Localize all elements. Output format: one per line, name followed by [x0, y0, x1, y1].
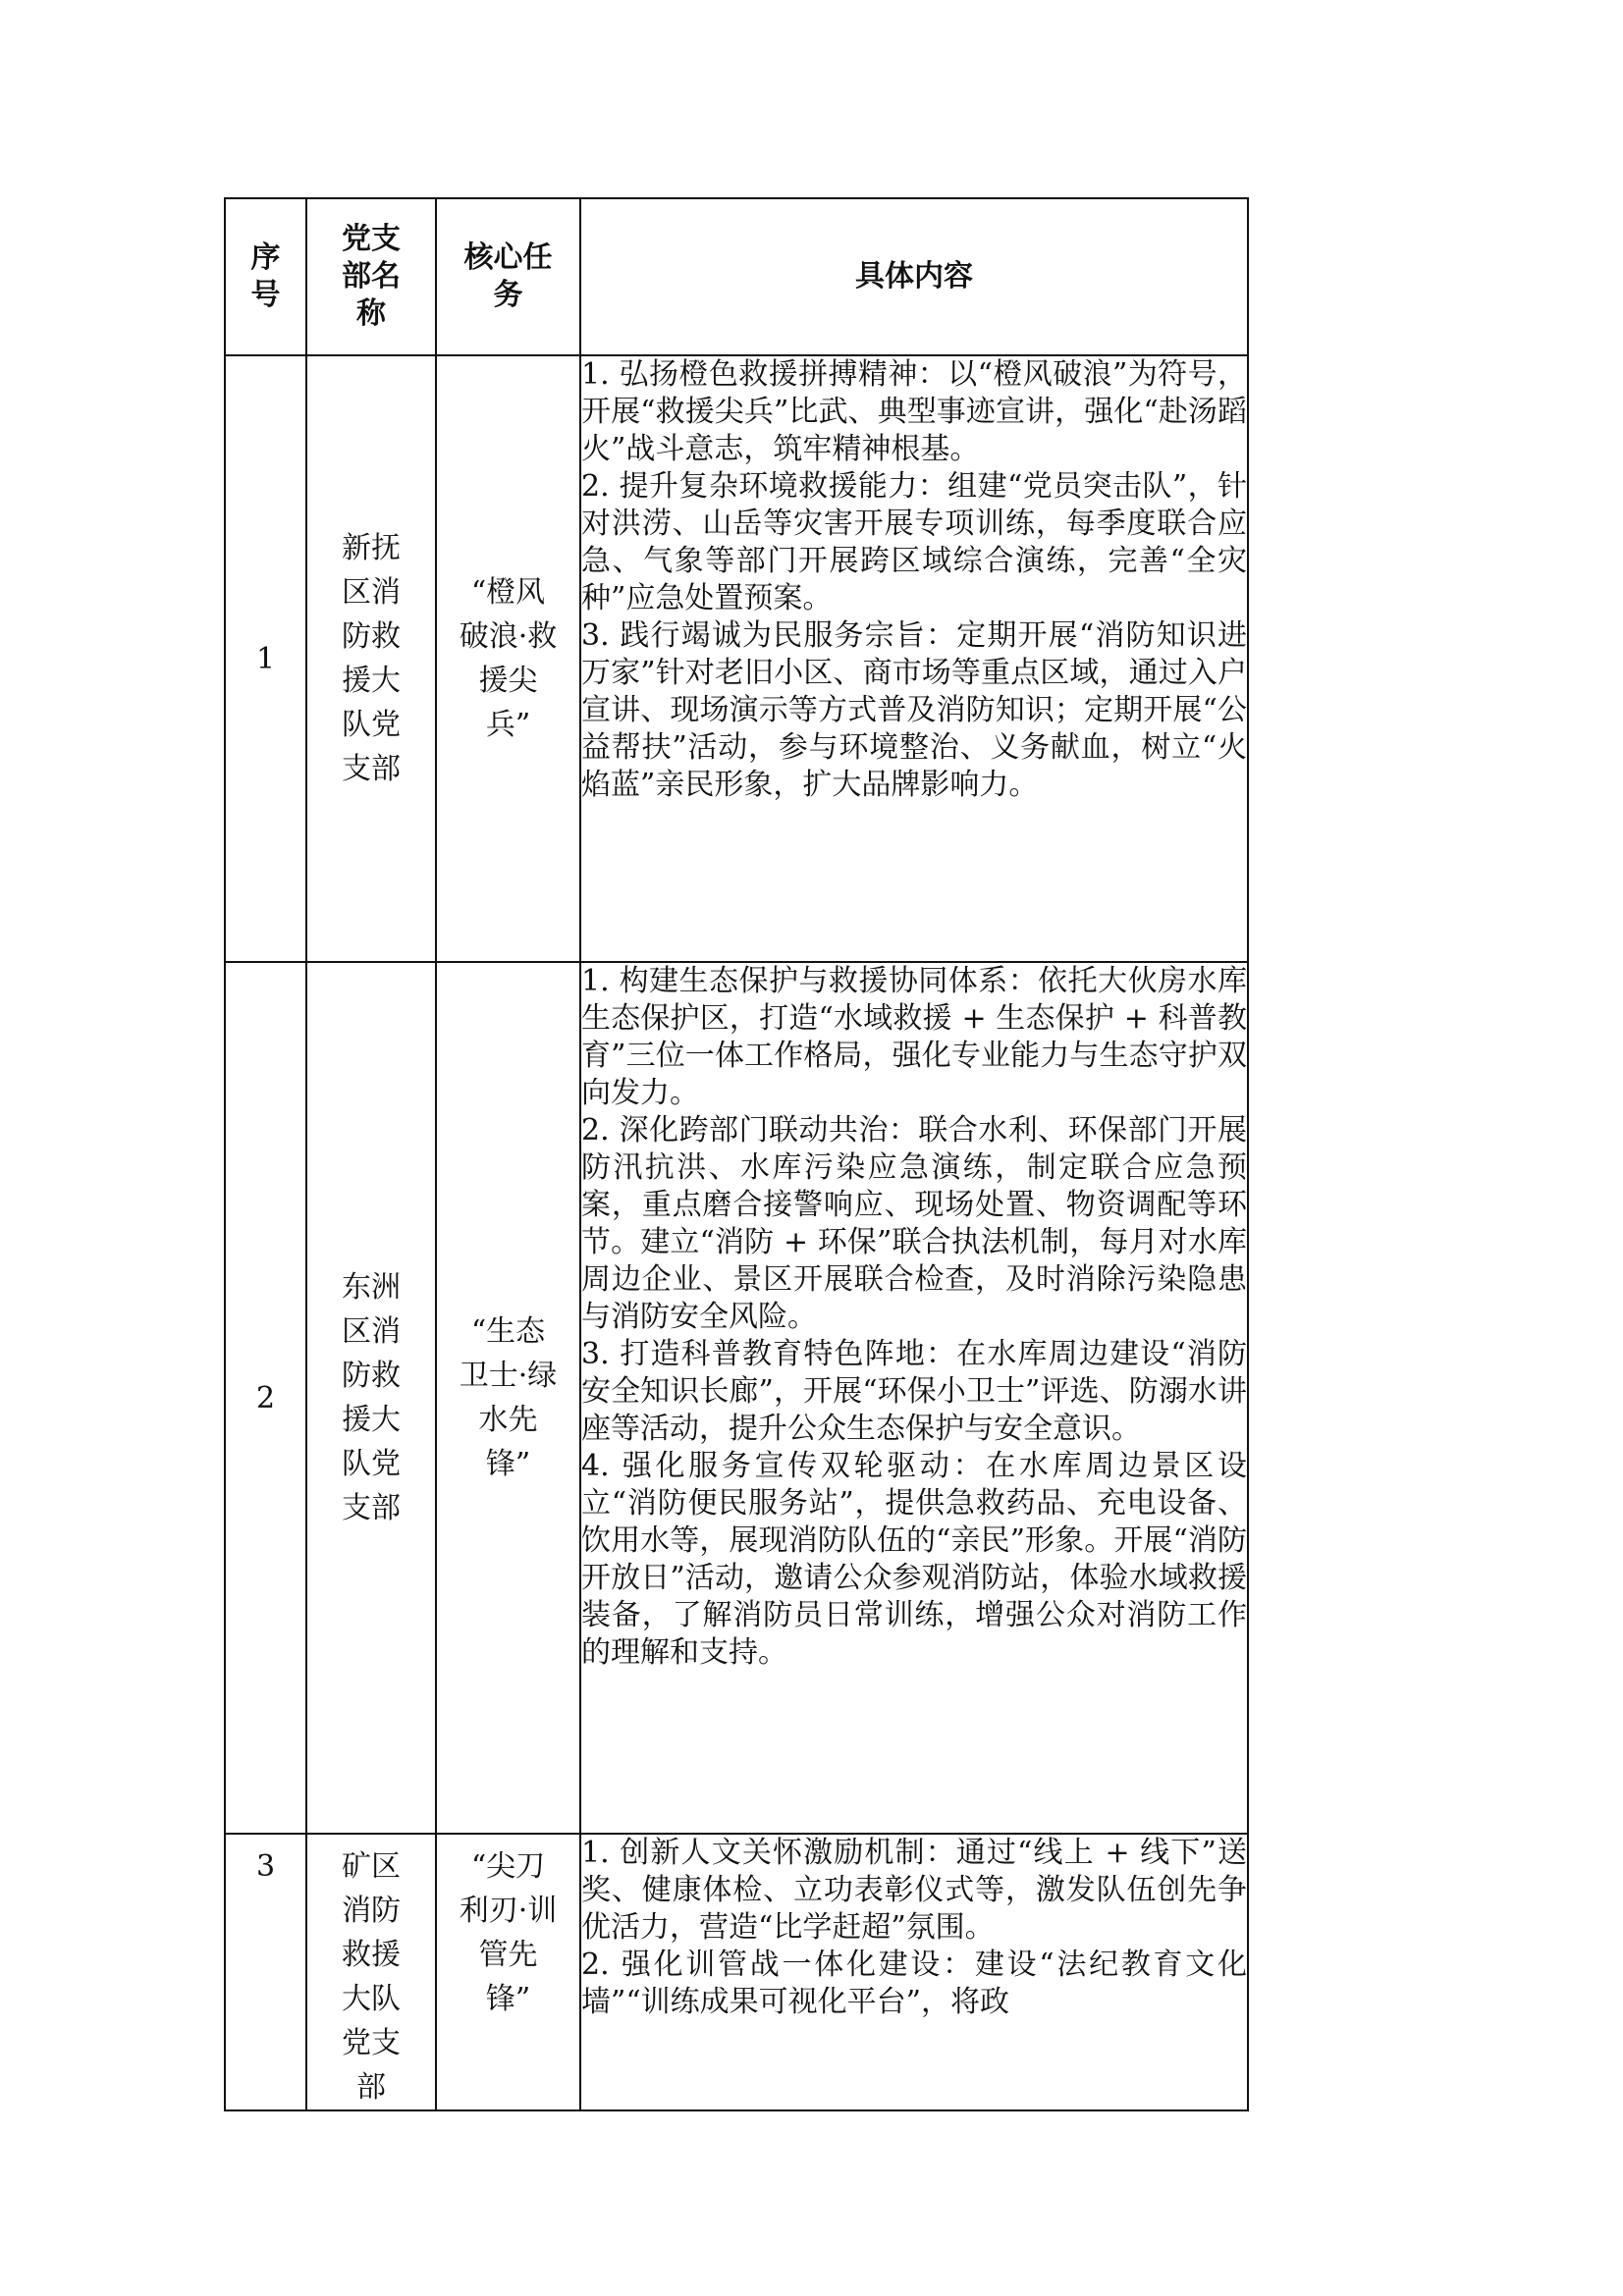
content-item: 3. 打造科普教育特色阵地：在水库周边建设“消防安全知识长廊”，开展“环保小卫士”评选、防溺水讲座等活动，提升公众生态保护与安全意识。 — [581, 1337, 1247, 1446]
row-branch-name: 矿区消防救援大队党支部 — [306, 1834, 436, 2110]
header-seq: 序号 — [225, 198, 306, 355]
table-row — [225, 962, 1248, 1834]
content-item: 1. 构建生态保护与救援协同体系：依托大伙房水库生态保护区，打造“水域救援 + 生态保护 + 科普教育”三位一体工作格局，强化专业能力与生态守护双向发力。 — [581, 964, 1247, 1110]
row-seq: 2 — [225, 962, 306, 1834]
header-content: 具体内容 — [580, 198, 1248, 355]
row-content — [580, 355, 1248, 962]
row-content — [580, 1834, 1248, 2110]
row-core-task: “橙风破浪·救援尖兵” — [436, 355, 580, 962]
table-row — [225, 1834, 1248, 2110]
row-seq: 1 — [225, 355, 306, 962]
row-core-task: “尖刀利刃·训管先锋” — [436, 1834, 580, 2110]
row-branch-name: 新抚区消防救援大队党支部 — [306, 355, 436, 962]
content-item: 2. 深化跨部门联动共治：联合水利、环保部门开展防汛抗洪、水库污染应急演练，制定联合应急预案，重点磨合接警响应、现场处置、物资调配等环节。建立“消防 + 环保”联合执法机制，每月对水库周边企业、景区开展联合检查，及时消除污染隐患与消防安全风险。 — [581, 1113, 1247, 1334]
row-seq: 3 — [225, 1834, 306, 2110]
content-item: 3. 践行竭诚为民服务宗旨：定期开展“消防知识进万家”针对老旧小区、商市场等重点区域，通过入户宣讲、现场演示等方式普及消防知识；定期开展“公益帮扶”活动，参与环境整治、义务献血，树立“火焰蓝”亲民形象，扩大品牌影响力。 — [581, 618, 1247, 802]
party-branch-table — [224, 197, 1249, 2111]
content-item: 1. 创新人文关怀激励机制：通过“线上 + 线下”送奖、健康体检、立功表彰仪式等，激发队伍创先争优活力，营造“比学赶超”氛围。 — [581, 1836, 1247, 1945]
content-item: 2. 强化训管战一体化建设：建设“法纪教育文化墙”“训练成果可视化平台”，将政 — [581, 1948, 1247, 2019]
row-branch-name: 东洲区消防救援大队党支部 — [306, 962, 436, 1834]
table-header-row — [225, 198, 1248, 355]
row-content — [580, 962, 1248, 1834]
table-row — [225, 355, 1248, 962]
header-branch-name: 党支部名称 — [306, 198, 436, 355]
content-item: 2. 提升复杂环境救援能力：组建“党员突击队”，针对洪涝、山岳等灾害开展专项训练，每季度联合应急、气象等部门开展跨区域综合演练，完善“全灾种”应急处置预案。 — [581, 469, 1247, 615]
content-item: 1. 弘扬橙色救援拼搏精神：以“橙风破浪”为符号，开展“救援尖兵”比武、典型事迹宣讲，强化“赴汤蹈火”战斗意志，筑牢精神根基。 — [581, 357, 1247, 466]
row-core-task: “生态卫士·绿水先锋” — [436, 962, 580, 1834]
content-item: 4. 强化服务宣传双轮驱动：在水库周边景区设立“消防便民服务站”，提供急救药品、充电设备、饮用水等，展现消防队伍的“亲民”形象。开展“消防开放日”活动，邀请公众参观消防站，体验水域救援装备，了解消防员日常训练，增强公众对消防工作的理解和支持。 — [581, 1449, 1247, 1670]
header-core-task: 核心任务 — [436, 198, 580, 355]
